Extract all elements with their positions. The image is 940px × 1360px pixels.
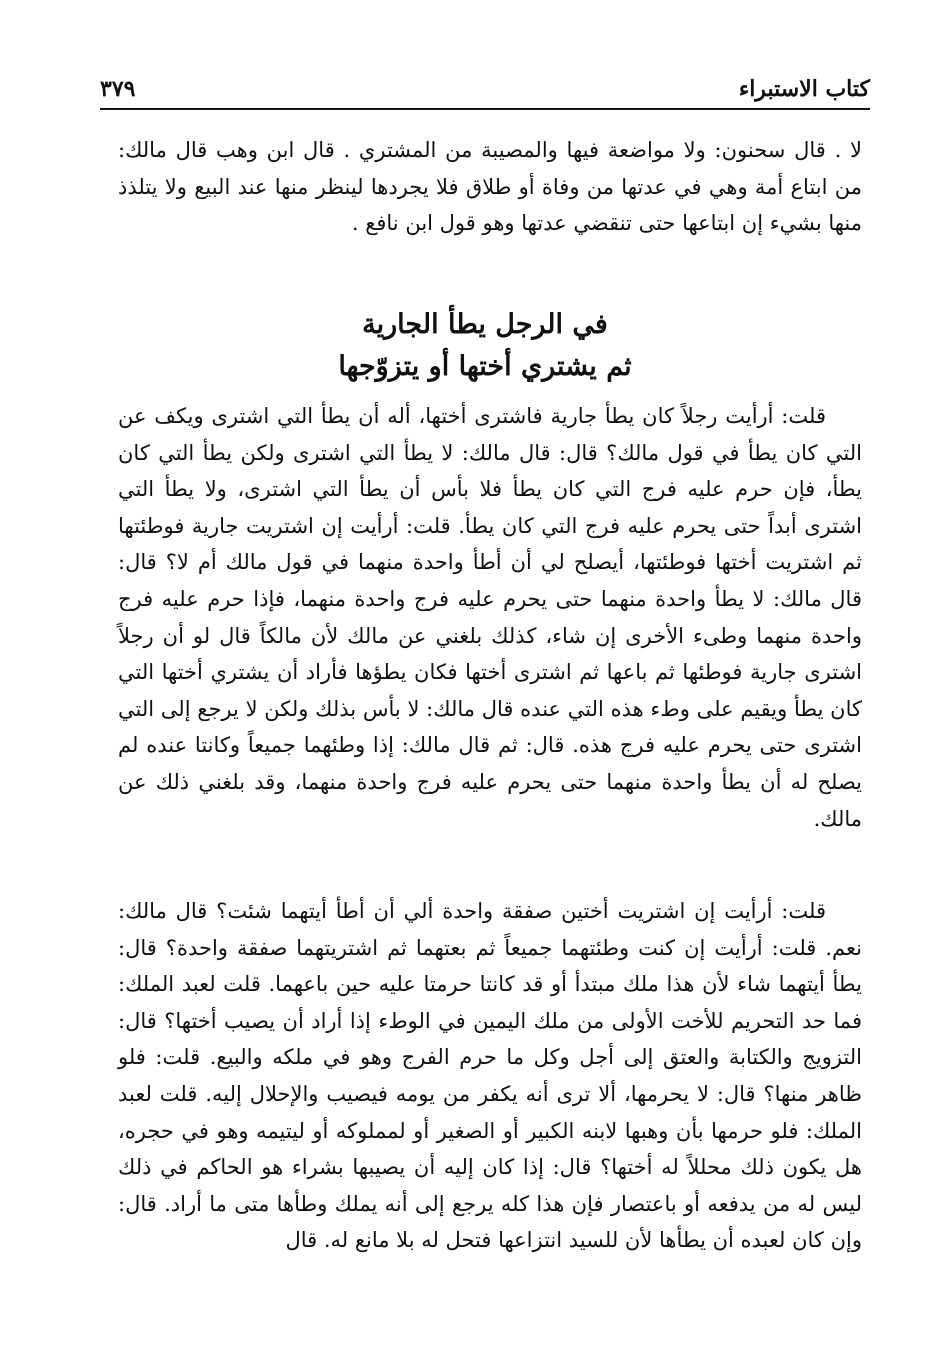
paragraph-1-block [118,398,862,837]
intro-paragraph: لا . قال سحنون: ولا مواضعة فيها والمصيبة من المشتري . قال ابن وهب قال مالك: من ابتاع أمة وهي في عدتها من وفاة أو طلاق فلا يجردها لينظر منها عند البيع ولا يتلذذ منها بشيء إن ابتاعها حتى تنقضي عدتها وهو قول ابن نافع . [118,138,862,236]
chapter-title-line-2: ثم يشتري أختها أو يتزوّجها [338,351,632,382]
paragraph-2: قلت: أرأيت إن اشتريت أختين صفقة واحدة ألي أن أطأ أيتهما شئت؟ قال مالك: نعم. قلت: أرأيت إن كنت وطئتهما جميعاً ثم بعتهما ثم اشتريتهما صفقة واحدة؟ قال: يطأ أيتهما شاء لأن هذا ملك مبتدأ أو قد كانتا حرمتا عليه حين باعهما. قلت لعبد الملك: فما حد التحريم للأخت الأولى من ملك اليمين في الوطء إذا أراد أن يصيب أختها؟ قال: التزويج والكتابة والعتق إلى أجل وكل ما حرم الفرج وهو في ملكه والبيع. قلت: فلو ظاهر منها؟ قال: لا يحرمها، ألا ترى أنه يكفر من يومه فيصيب والإحلال إليه. قلت لعبد الملك: فلو حرمها بأن وهبها لابنه الكبير أو الصغير أو لمملوكه أو ليتيمه وهو في حجره، هل يكون ذلك محللاً له أختها؟ قال: إذا كان إليه أن يصيبها بشراء هو الحاكم في ذلك ليس له من يدفعه أو باعتصار فإن هذا كله يرجع إلى أنه يملك وطأها متى ما أراد. قال: وإن كان لعبده أن يطأها لأن للسيد انتزاعها فتحل له بلا مانع له. قال [118,899,862,1253]
paragraph-2-block [118,893,862,1259]
page-number: ٣٧٩ [100,76,136,102]
page-header [100,68,870,110]
intro-paragraph-block [118,132,862,242]
chapter-title-line-1: في الرجل يطأ الجارية [362,309,608,340]
chapter-heading [100,304,870,388]
paragraph-1: قلت: أرأيت رجلاً كان يطأ جارية فاشترى أختها، أله أن يطأ التي اشترى ويكف عن التي كان يطأ في قول مالك؟ قال: قال مالك: لا يطأ التي اشترى ولكن يطأ التي كان يطأ، فإن حرم عليه فرج التي كان يطأ فلا بأس أن يطأ التي اشترى، ولا يطأ التي اشترى أبداً حتى يحرم عليه فرج التي كان يطأ. قلت: أرأيت إن اشتريت جارية فوطئتها ثم اشتريت أختها فوطئتها، أيصلح لي أن أطأ واحدة منهما في قول مالك أم لا؟ قال: قال مالك: لا يطأ واحدة منهما حتى يحرم عليه فرج واحدة منهما، فإذا حرم عليه فرج واحدة منهما وطىء الأخرى إن شاء، كذلك بلغني عن مالك لأن مالكاً قال لو أن رجلاً اشترى جارية فوطئها ثم باعها ثم اشترى أختها فكان يطؤها فأراد أن يشتري أختها التي كان يطأ ويقيم على وطء هذه التي عنده قال مالك: لا بأس بذلك ولكن لا يرجع إلى التي اشترى حتى يحرم عليه فرج هذه. قال: ثم قال مالك: إذا وطئهما جميعاً وكانتا عنده لم يصلح له أن يطأ واحدة منهما حتى يحرم عليه فرج واحدة منهما، وقد بلغني ذلك عن مالك. [118,404,862,831]
running-title: كتاب الاستبراء [738,76,870,102]
